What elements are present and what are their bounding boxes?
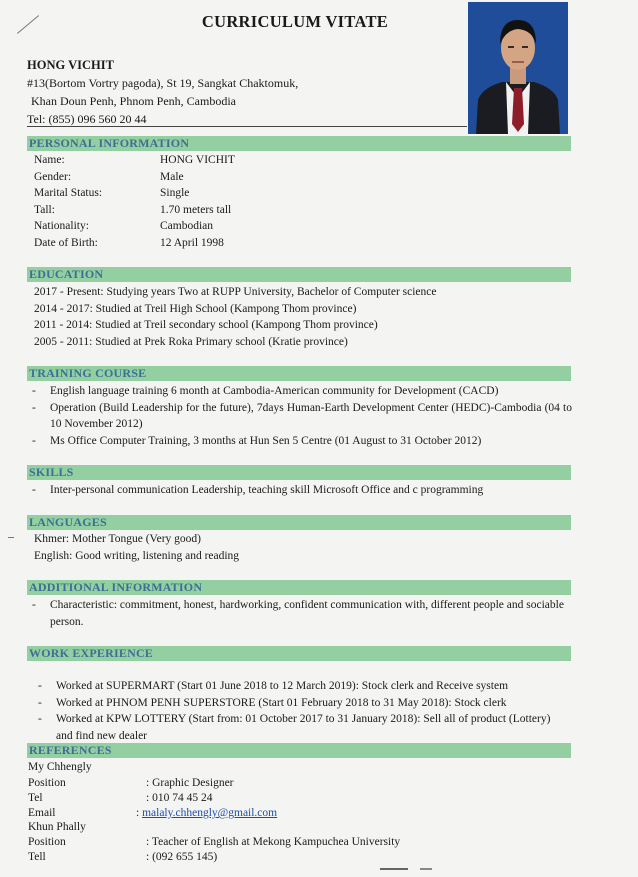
education-item: 2017 - Present: Studying years Two at RUPP University, Bachelor of Computer science — [34, 286, 437, 298]
training-item: - Operation (Build Leadership for the future), 7days Human-Earth Development Center (HEDC)-Cambodia (04 to 10 November 2012) — [27, 400, 572, 433]
education-item: 2005 - 2011: Studied at Prek Roka Primary school (Kratie province) — [34, 335, 348, 348]
reference-name: My Chhengly — [28, 761, 92, 773]
reference-value: : Teacher of English at Mekong Kampuchea University — [146, 836, 401, 848]
section-heading-languages: LANGUAGES — [27, 515, 571, 530]
header-divider — [27, 126, 467, 127]
reference-row — [28, 790, 588, 806]
personal-row — [0, 185, 600, 202]
language-item: Khmer: Mother Tongue (Very good) — [34, 533, 201, 545]
skills-list — [27, 482, 572, 499]
personal-label: Nationality: — [34, 220, 89, 232]
section-heading-skills: SKILLS — [27, 465, 571, 480]
address-line-1: #13(Bortom Vortry pagoda), St 19, Sangkat Chaktomuk, — [27, 76, 299, 90]
personal-value: HONG VICHIT — [160, 154, 235, 166]
skill-item: - Inter-personal communication Leadership, teaching skill Microsoft Office and c programming — [27, 482, 572, 499]
personal-row — [0, 235, 600, 252]
reference-name: Khun Phally — [28, 821, 86, 833]
references-list — [28, 759, 588, 869]
personal-label: Gender: — [34, 170, 72, 183]
scan-mark — [420, 868, 432, 870]
work-item: - Worked at PHNOM PENH SUPERSTORE (Start 01 February 2018 to 31 May 2018): Stock clerk — [33, 695, 553, 712]
personal-row — [0, 169, 600, 186]
personal-label: Name: — [34, 154, 65, 166]
email-link[interactable]: malaly.chhengly@gmail.com — [142, 807, 278, 819]
personal-label: Date of Birth: — [34, 236, 98, 249]
reference-value: : Graphic Designer — [146, 777, 234, 789]
work-list — [33, 678, 553, 744]
reference-label: Tell — [28, 851, 46, 863]
personal-value: 12 April 1998 — [160, 236, 224, 249]
section-heading-education: EDUCATION — [27, 267, 571, 282]
language-item: English: Good writing, listening and reading — [34, 549, 240, 562]
applicant-name: HONG VICHIT — [27, 58, 114, 72]
reference-row — [28, 775, 588, 791]
personal-label: Tall: — [34, 203, 55, 216]
personal-row — [0, 202, 600, 219]
reference-label: Position — [28, 777, 66, 789]
contact-block — [27, 56, 298, 128]
training-item: - Ms Office Computer Training, 3 months at Hun Sen 5 Centre (01 August to 31 October 2012) — [27, 433, 572, 450]
reference-value: : (092 655 145) — [146, 851, 218, 863]
reference-row — [28, 849, 588, 865]
portrait-illustration — [468, 2, 568, 134]
personal-value: Cambodian — [160, 220, 214, 232]
section-heading-references: REFERENCES — [27, 743, 571, 758]
reference-row — [28, 834, 588, 850]
education-list — [34, 284, 574, 350]
reference-label: Email — [28, 807, 56, 819]
profile-photo — [468, 2, 568, 134]
phone-number: Tel: (855) 096 560 20 44 — [27, 112, 147, 126]
section-heading-personal: PERSONAL INFORMATION — [27, 136, 571, 151]
email-prefix: : — [136, 807, 143, 819]
personal-value: Male — [160, 170, 184, 183]
personal-label: Marital Status: — [34, 187, 103, 199]
document-title: CURRICULUM VITATE — [201, 12, 389, 31]
training-list — [27, 383, 572, 449]
education-item: 2011 - 2014: Studied at Treil secondary school (Kampong Thom province) — [34, 319, 378, 331]
languages-list — [34, 531, 574, 564]
scan-mark — [8, 537, 14, 538]
education-item: 2014 - 2017: Studied at Treil High School (Kampong Thom province) — [34, 302, 357, 315]
scan-mark — [380, 868, 408, 870]
additional-item: - Characteristic: commitment, honest, hardworking, confident communication with, different people and sociable person. — [27, 597, 572, 630]
work-item: - Worked at KPW LOTTERY (Start from: 01 October 2017 to 31 January 2018): Sell all of product (Lottery) and find new dealer — [33, 711, 553, 744]
reference-value: : 010 74 45 24 — [146, 792, 213, 804]
work-item: - Worked at SUPERMART (Start 01 June 2018 to 12 March 2019): Stock clerk and Receive system — [33, 678, 553, 695]
personal-row — [0, 152, 600, 169]
address-line-2: Khan Doun Penh, Phnom Penh, Cambodia — [31, 94, 236, 108]
additional-list — [27, 597, 572, 630]
training-item: - English language training 6 month at Cambodia-American community for Development (CACD) — [27, 383, 572, 400]
section-heading-training: TRAINING COURSE — [27, 366, 571, 381]
personal-row — [0, 218, 600, 235]
personal-value: 1.70 meters tall — [160, 203, 232, 216]
personal-value: Single — [160, 187, 190, 199]
section-heading-additional: ADDITIONAL INFORMATION — [27, 580, 571, 595]
reference-label: Tel — [28, 792, 43, 804]
reference-label: Position — [28, 836, 66, 848]
section-heading-work: WORK EXPERIENCE — [27, 646, 571, 661]
